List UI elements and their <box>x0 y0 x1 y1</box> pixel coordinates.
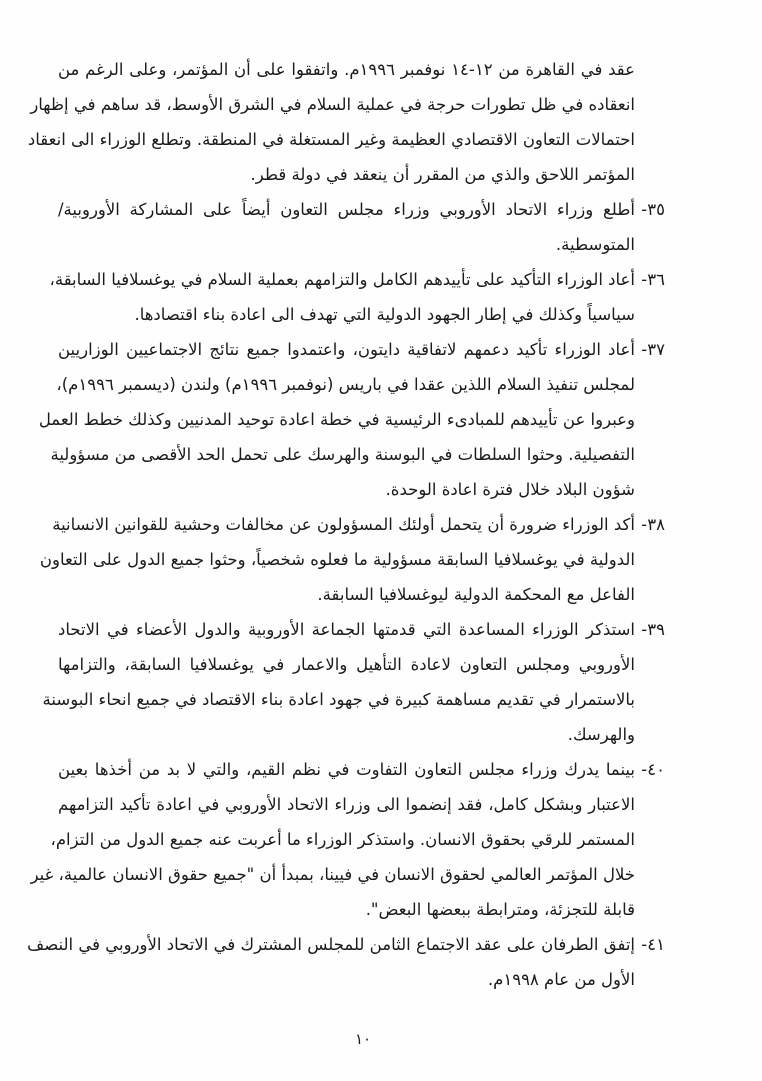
paragraph-number: ٤١- <box>641 935 665 954</box>
text-line: أعاد الوزراء تأكيد دعمهم لاتفاقية دايتون، واعتمدوا جميع نتائج الاجتماعيين الوزاريين <box>58 340 635 359</box>
numbered-paragraph <box>39 507 665 612</box>
paragraph-number: ٣٥- <box>641 200 665 219</box>
text-line: وعبروا عن تأييدهم للمبادىء الرئيسية في خطة اعادة توحيد المدنيين وكذلك خطط العمل <box>38 410 635 429</box>
text-line: احتمالات التعاون الاقتصادي العظيمة وغير المستغلة في المنطقة. وتطلع الوزراء الى انعقاد <box>27 130 635 149</box>
text-line: أعاد الوزراء التأكيد على تأييدهم الكامل والتزامهم بعملية السلام في يوغسلافيا السابقة، <box>49 270 635 289</box>
text-line: الأول من عام ١٩٩٨م. <box>487 970 635 989</box>
paragraph-number: ٣٩- <box>641 620 665 639</box>
numbered-paragraph <box>58 192 665 262</box>
text-line: الاعتبار وبشكل كامل، فقد إنضموا الى وزراء الاتحاد الأوروبي في اعادة تأكيد التزامهم <box>58 795 635 814</box>
numbered-paragraph <box>49 262 665 332</box>
text-line: انعقاده في ظل تطورات حرجة في عملية السلام في الشرق الأوسط، قد ساهم في إظهار <box>30 95 635 114</box>
paragraph-number: ٣٦- <box>641 270 665 289</box>
text-line: المتوسطية. <box>555 235 635 254</box>
text-line: التفصيلية. وحثوا السلطات في البوسنة والهرسك على تحمل الحد الأقصى من مسؤولية <box>50 445 635 464</box>
paragraph-number: ٣٨- <box>641 515 665 534</box>
numbered-paragraph <box>27 927 665 997</box>
text-line: أطلع وزراء الاتحاد الأوروبي وزراء مجلس التعاون أيضاً على المشاركة الأوروبية/ <box>58 200 635 219</box>
numbered-paragraph <box>38 332 665 507</box>
text-line: والهرسك. <box>567 725 635 744</box>
text-line: لمجلس تنفيذ السلام اللذين عقدا في باريس (نوفمبر ١٩٩٦م) ولندن (ديسمبر ١٩٩٦م)، <box>56 375 635 394</box>
text-line: بينما يدرك وزراء مجلس التعاون التفاوت في نظم القيم، والتي لا بد من أخذها بعين <box>58 760 635 779</box>
continuation-paragraph <box>27 52 635 192</box>
text-line: سياسياً وكذلك في إطار الجهود الدولية التي تهدف الى اعادة بناء اقتصادها. <box>134 305 635 324</box>
text-line: قابلة للتجزئة، ومترابطة ببعضها البعض". <box>365 900 635 919</box>
page-number: ١٠ <box>354 1030 372 1048</box>
communique-body <box>27 52 665 997</box>
text-line: أكد الوزراء ضرورة أن يتحمل أولئك المسؤولون عن مخالفات وحشية للقوانين الانسانية <box>52 515 635 534</box>
text-line: عقد في القاهرة من ١٢-١٤ نوفمبر ١٩٩٦م. واتفقوا على أن المؤتمر، وعلى الرغم من <box>58 60 635 79</box>
text-line: الأوروبي ومجلس التعاون لاعادة التأهيل والاعمار في يوغسلافيا السابقة، والتزامها <box>58 655 635 674</box>
text-line: الدولية في يوغسلافيا السابقة مسؤولية ما فعلوه شخصياً، وحثوا جميع الدول على التعاون <box>39 550 635 569</box>
numbered-paragraph <box>30 752 665 927</box>
text-line: إتفق الطرفان على عقد الاجتماع الثامن للمجلس المشترك في الاتحاد الأوروبي في النصف <box>27 935 635 954</box>
text-line: المؤتمر اللاحق والذي من المقرر أن ينعقد في دولة قطر. <box>250 165 635 184</box>
paragraph-number: ٤٠- <box>641 760 665 779</box>
text-line: الفاعل مع المحكمة الدولية ليوغسلافيا السابقة. <box>317 585 635 604</box>
text-line: المستمر للرقي بحقوق الانسان. واستذكر الوزراء ما أعربت عنه جميع الدول من التزام، <box>50 830 635 849</box>
text-line: خلال المؤتمر العالمي لحقوق الانسان في فيينا، بمبدأ أن "جميع حقوق الانسان عالمية، غير <box>30 865 635 884</box>
text-line: بالاستمرار في تقديم مساهمة كبيرة في جهود اعادة بناء الاقتصاد في جميع انحاء البوسنة <box>42 690 635 709</box>
text-line: استذكر الوزراء المساعدة التي قدمتها الجماعة الأوروبية والدول الأعضاء في الاتحاد <box>58 620 635 639</box>
text-line: شؤون البلاد خلال فترة اعادة الوحدة. <box>385 480 635 499</box>
paragraph-number: ٣٧- <box>641 340 665 359</box>
numbered-paragraph <box>42 612 665 752</box>
